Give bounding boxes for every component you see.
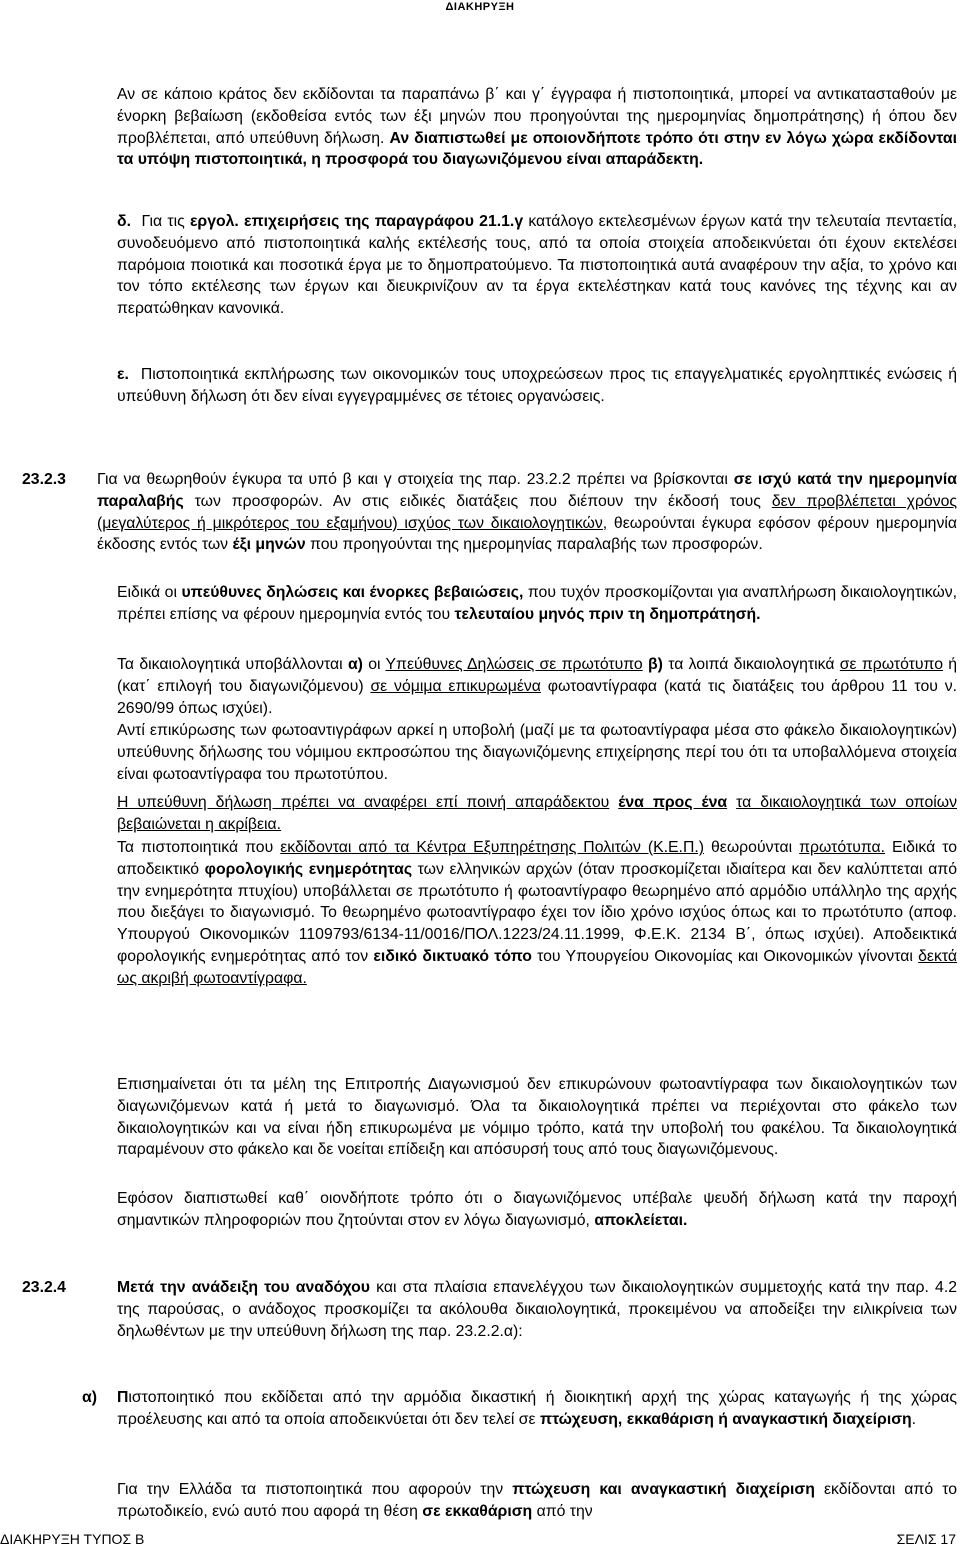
footer-page-number: ΣΕΛΙΣ 17 [896,1531,956,1547]
s2324-paragraph [117,1277,957,1342]
s2323-paragraph-c [117,654,957,719]
item-d-text-rest: κατάλογο εκτελεσμένων έργων κατά την τελευταία πενταετία, συνοδευόμενο από πιστοποιητικά καλής εκτέλεσής τους, από τα οποία στοιχεία αποδεικνύεται ότι έχουν εκτελέσει παρόμοια ποιοτικά και ποσοτικά έργα με το δημοπρατούμενο. Τα πιστοποιητικά αυτά αναφέρουν την αξία, το χρόνο και τον τόπο εκτέλεσης των έργων και διευκρινίζουν αν τα έργα εκτελέστηκαν κατά τους κανόνες της τέχνης και αν περατώθηκαν κανονικά. [117,213,958,318]
s2323-text-a7: που προηγούνται της ημερομηνίας παραλαβής των προσφορών. [310,536,763,554]
footer-doc-type: ΔΙΑΚΗΡΥΞΗ ΤΥΠΟΣ Β [0,1531,145,1547]
s2323-paragraph-e [117,792,957,836]
s2323-bold-a2: σε ισχύ κατά την ημερομηνία παραλαβής [97,471,958,510]
s2323-text-g1: Επισημαίνεται ότι τα μέλη της Επιτροπής Διαγωνισμού δεν επικυρώνουν φωτοαντίγραφα των δικαιολογητικών των διαγωνιζόμενων κατά ή μετά το διαγωνισμό. Όλα τα δικαιολογητικά πρέπει να περιέχονται στο φάκελο των δικαιολογητικών και να είναι ήδη επικυρωμένα με νόμιμο τρόπο, κατά την υποβολή του φακέλου. Τα δικαιολογητικά παραμένουν στο φάκελο και δε νοείται επίδειξη και απόσυρσή τους από τους διαγωνιζόμενους. [117,1076,957,1159]
s2323-underline-a4: δεν προβλέπεται χρόνος (μεγαλύτερος ή μικρότερος του εξαμήνου) ισχύος των δικαιολογητικών, [97,492,958,532]
s2323-underline-c7: σε πρωτότυπο [839,656,943,673]
s2323-bold-f8: ειδικό δικτυακό τόπο [373,947,532,965]
item-a-greece-text-5: από την [536,1502,593,1520]
s2323-text-c6: τα λοιπά δικαιολογητικά [668,656,835,673]
s2323-text-c10: φωτοαντίγραφα (κατά τις διατάξεις του άρθρου 11 του ν. 2690/99 όπως ισχύει). [117,677,957,717]
page-footer [0,1530,960,1548]
s2323-text-a5: θεωρούνται έγκυρα εφόσον φέρουν ημερομηνία έκδοσης εντός των [97,514,957,554]
s2323-bold-b2: υπεύθυνες δηλώσεις και ένορκες βεβαιώσεις, [181,584,524,601]
s2323-text-f3: θεωρούνται [711,839,793,856]
intro-bold-text: Αν διαπιστωθεί με οποιονδήποτε τρόπο ότι στην εν λόγω χώρα εκδίδονται τα υπόψη πιστοποιητικά, η προσφορά του διαγωνιζόμενου είναι απαράδεκτη. [117,129,957,169]
item-a-greece-bold-2: πτώχευση και αναγκαστική διαχείριση [512,1481,815,1498]
s2323-paragraph-h [117,1188,957,1232]
s2323-text-f5: Ειδικά το αποδεικτικό [117,839,958,878]
item-a-greece-text-3: εκδίδονται από το πρωτοδικείο, ενώ αυτό που αφορά τη θέση [117,1481,958,1520]
s2323-text-c3: οι [368,656,381,673]
item-d-bold: εργολ. επιχειρήσεις της παραγράφου 21.1.γ [189,213,524,230]
s2323-paragraph-d [117,720,957,785]
s2323-underline-f4: πρωτότυπα. [799,839,886,856]
s2323-text-a1: Για να θεωρηθούν έγκυρα τα υπό β και γ στοιχεία της παρ. 23.2.2 πρέπει να βρίσκονται [97,471,728,488]
item-a-greece-bold-4: σε εκκαθάριση [422,1502,533,1520]
s2323-paragraph-b [117,582,957,626]
s2323-underline-f10: δεκτά ως ακριβή φωτοαντίγραφα. [117,947,957,987]
section-number-23-2-3: 23.2.3 [22,471,66,488]
item-a-greece-paragraph [117,1479,957,1523]
s2323-text-a3: των προσφορών. Αν στις ειδικές διατάξεις που διέπουν την έκδοσή τους [194,492,761,510]
s2323-bold-c2: α) [347,656,363,673]
s2323-underline-e3: τα δικαιολογητικά των οποίων βεβαιώνεται η ακρίβεια. [117,794,958,833]
item-e-label: ε. [117,366,129,383]
page-header: ΔΙΑΚΗΡΥΞΗ [445,1,515,13]
item-a-bold-initial: Π [117,1389,129,1406]
item-a-label: α) [82,1389,97,1406]
item-a-text: ιστοποιητικό που εκδίδεται από την αρμόδια δικαστική ή διοικητική αρχή της χώρας καταγωγής ή της χώρας προέλευσης και από τα οποία αποδεικνύεται ότι δεν τελεί σε [117,1389,957,1428]
s2323-bold-h2: αποκλείεται. [594,1211,688,1229]
s2323-text-f1: Τα πιστοποιητικά που [117,839,274,856]
s2323-text-h1: Εφόσον διαπιστωθεί καθ΄ οιονδήποτε τρόπο ότι ο διαγωνιζόμενος υπέβαλε ψευδή δήλωση κατά την παροχή σημαντικών πληροφοριών που ζητούνται στον εν λόγω διαγωνισμό, [117,1190,957,1229]
s2323-text-f7: των ελληνικών αρχών (όταν προσκομίζεται ιδιαίτερα και δεν καλύπτεται από την ενημερότητα πτυχίου) υποβάλλεται σε πρωτότυπο ή φωτοαντίγραφο θεωρημένο από αρμόδιο υπάλληλο της αρχής που διεξάγει το διαγωνισμό. Το θεωρημένο φωτοαντίγραφο έχει τον ίδιο χρόνο ισχύος όπως και το πρωτότυπο (αποφ. Υπουργού Οικονομικών 1109793/6134-11/0016/ΠΟΛ.1223/24.11.1999, Φ.Ε.Κ. 2134 Β΄, όπως ισχύει). Αποδεικτικά φορολογικής ενημερότητας από τον [117,860,958,965]
s2323-first-line-block [97,469,957,556]
s2323-text-c8: ή (κατ΄ επιλογή του διαγωνιζόμενου) [117,656,958,695]
s2323-paragraph-f [117,837,957,990]
s2323-underline-e1: Η υπεύθυνη δήλωση πρέπει να αναφέρει επί ποινή απαράδεκτου [117,794,610,811]
s2323-bold-a6: έξι μηνών [232,536,306,554]
s2323-bold-f6: φορολογικής ενημερότητας [204,860,413,878]
s2323-bold-e2: ένα προς ένα [618,794,728,811]
s2323-paragraph-g [117,1074,957,1161]
item-d-label: δ. [117,213,131,230]
section-number-23-2-4: 23.2.4 [22,1279,66,1296]
s2323-text-f9: του Υπουργείου Οικονομίας και Οικονομικών γίνονται [537,947,913,965]
item-a-bold-text: πτώχευση, εκκαθάριση ή αναγκαστική διαχείριση [539,1410,912,1428]
s2323-text-b3: που τυχόν προσκομίζονται για αναπλήρωση δικαιολογητικών, πρέπει επίσης να φέρουν ημερομηνία εντός του [117,584,958,623]
intro-text: Αν σε κάποιο κράτος δεν εκδίδονται τα παραπάνω β΄ και γ΄ έγγραφα ή πιστοποιητικά, μπορεί να αντικατασταθούν με ένορκη βεβαίωση (εκδοθείσα εντός των έξι μηνών που προηγούνται της ημερομηνίας δημοπράτησης) ή όπου δεν προβλέπεται, από υπεύθυνη δήλωση. [117,86,957,147]
intro-paragraph [117,84,957,171]
s2323-underline-c9: σε νόμιμα επικυρωμένα [370,677,541,695]
s2323-underline-c4: Υπεύθυνες Δηλώσεις σε πρωτότυπο [385,656,643,673]
item-a-period: . [911,1410,917,1428]
s2323-bold-c5: β) [648,656,663,673]
item-d-paragraph [117,211,957,320]
s2323-bold-b4: τελευταίου μηνός πριν τη δημοπράτησή. [454,605,761,623]
item-d-text: Για τις [141,213,185,230]
item-a-paragraph [117,1387,957,1431]
s2323-text-d1: Αντί επικύρωσης των φωτοαντιγράφων αρκεί η υποβολή (μαζί με τα φωτοαντίγραφα μέσα στο φάκελο δικαιολογητικών) υπεύθυνης δήλωσης του νόμιμου εκπροσώπου της διαγωνιζόμενης επιχείρησης περί του ότι τα υποβαλλόμενα στοιχεία είναι φωτοαντίγραφα του πρωτοτύπου. [117,722,957,783]
item-e-text: Πιστοποιητικά εκπλήρωσης των οικονομικών τους υποχρεώσεων προς τις επαγγελματικές εργοληπτικές ενώσεις ή υπεύθυνη δήλωση ότι δεν είναι εγγεγραμμένες σε τέτοιες οργανώσεις. [117,366,958,405]
s2323-text-c1: Τα δικαιολογητικά υποβάλλονται [117,656,343,673]
item-a-greece-text-1: Για την Ελλάδα τα πιστοποιητικά που αφορούν την [117,1481,504,1498]
s2323-text-b1: Ειδικά οι [117,584,177,601]
s2324-bold-a1: Μετά την ανάδειξη του αναδόχου [117,1279,370,1296]
item-e-paragraph [117,364,957,408]
s2323-underline-f2: εκδίδονται από τα Κέντρα Εξυπηρέτησης Πολιτών (Κ.Ε.Π.) [280,839,705,856]
s2324-text-a2: και στα πλαίσια επανελέγχου των δικαιολογητικών συμμετοχής κατά την παρ. 4.2 της παρούσας, ο ανάδοχος προσκομίζει τα ακόλουθα δικαιολογητικά, προκειμένου να αποδείξει την ειλικρίνεια των δηλωθέντων με την υπεύθυνη δήλωση της παρ. 23.2.2.α): [117,1279,958,1340]
